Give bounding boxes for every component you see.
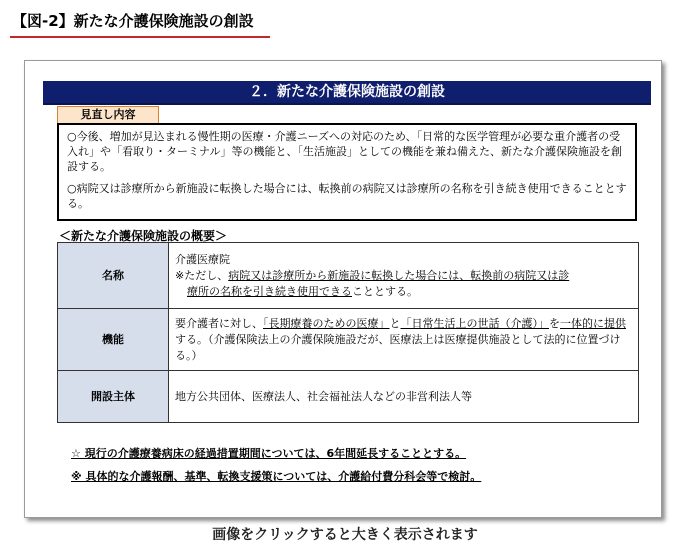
title-underline (10, 36, 270, 38)
review-box (57, 123, 637, 221)
row-value-operator: 地方公共団体、医療法人、社会福祉法人などの非営利法人等 (169, 371, 639, 423)
facility-name: 介護医療院 (175, 252, 230, 266)
figure-title: 【図-2】新たな介護保険施設の創設 (12, 12, 254, 30)
note-underlined: 病院又は診療所から新施設に転換した場合には、転換前の病院又は診 (228, 268, 570, 282)
row-label-function: 機能 (58, 309, 169, 371)
row-label-name: 名称 (58, 243, 169, 309)
function-underlined: 「日常生活上の世話（介護）」 (400, 316, 549, 330)
overview-table (57, 242, 639, 423)
note-prefix: ※ただし、 (175, 268, 229, 282)
footnote: ☆ 現行の介護療養病床の経過措置期間については、6年間延長することとする。 (71, 447, 467, 460)
row-value-function (169, 309, 639, 371)
note-suffix: こととする。 (352, 284, 418, 298)
footnote: ※ 具体的な介護報酬、基準、転換支援策については、介護給付費分科会等で検討。 (71, 470, 482, 483)
function-underlined: 一体的に提供 (560, 316, 626, 330)
table-row (58, 371, 639, 423)
function-text: する。（介護保険法上の介護保険施設だが、医療法上は医療提供施設として法的に位置づける。） (175, 332, 621, 362)
review-tag: 見直し内容 (57, 106, 159, 124)
function-text: と (389, 316, 401, 330)
note-underlined: 療所の名称を引き続き使用できる (187, 284, 352, 298)
name-note (175, 268, 632, 284)
table-row (58, 309, 639, 371)
click-caption: 画像をクリックすると大きく表示されます (212, 527, 478, 543)
row-value-name (169, 243, 639, 309)
slide-header: ２．新たな介護保険施設の創設 (43, 81, 651, 105)
function-text: を (549, 316, 560, 330)
overview-heading: ＜新たな介護保険施設の概要＞ (59, 229, 228, 243)
table-row (58, 243, 639, 309)
row-label-operator: 開設主体 (58, 371, 169, 423)
slide-image[interactable] (24, 60, 662, 518)
review-point: ○今後、増加が見込まれる慢性期の医療・介護ニーズへの対応のため、「日常的な医学管理が必要な重介護者の受入れ」や「看取り・ターミナル」等の機能と、「生活施設」としての機能を兼ね備えた、新たな介護保険施設を創設する。 (67, 130, 622, 173)
function-text: 要介護者に対し、 (175, 316, 263, 330)
review-point: ○病院又は診療所から新施設に転換した場合には、転換前の病院又は診療所の名称を引き続き使用できることとする。 (67, 182, 627, 210)
name-note-cont (175, 284, 632, 300)
function-underlined: 「長期療養のための医療」 (263, 316, 390, 330)
